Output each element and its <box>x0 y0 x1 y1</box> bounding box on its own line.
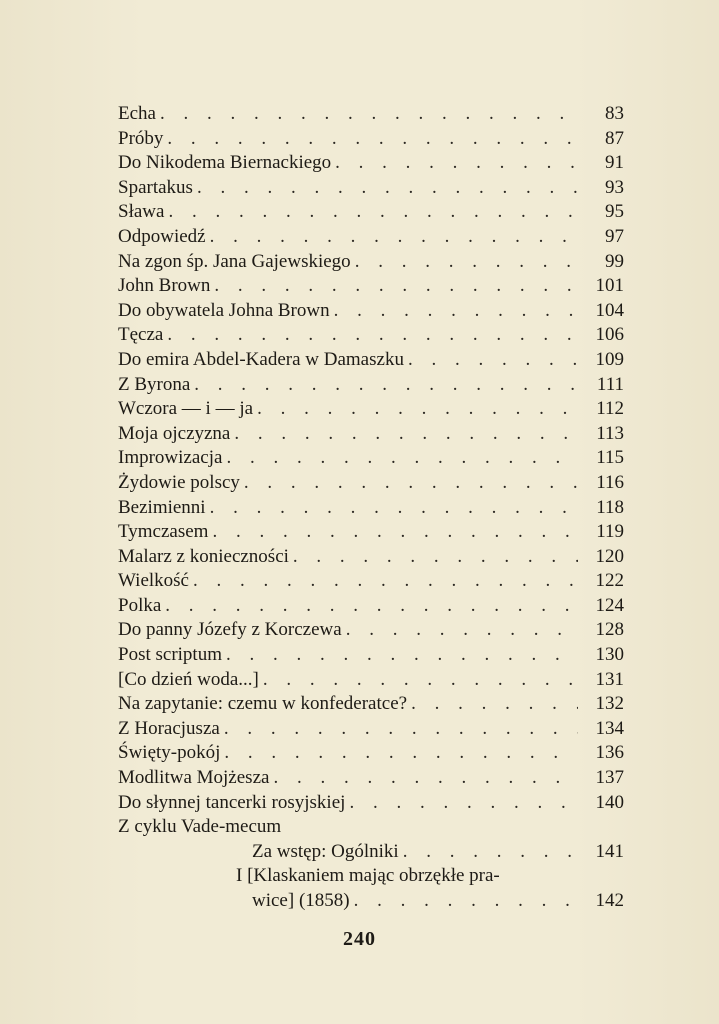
toc-entry-page: 95 <box>605 201 624 223</box>
toc-entry-page: 97 <box>605 225 624 247</box>
dot-leader <box>293 545 578 570</box>
toc-entry-page: 140 <box>595 791 624 813</box>
toc-entry-page: 131 <box>595 668 624 690</box>
toc-entry-page: 101 <box>595 275 624 297</box>
toc-entry <box>118 471 628 496</box>
toc-entry <box>118 668 628 693</box>
toc-entry-page: 113 <box>596 422 624 444</box>
toc-entry-page: 91 <box>605 152 624 174</box>
toc-subentry-page: 142 <box>595 890 624 911</box>
toc-entry-page: 137 <box>595 767 624 789</box>
toc-entry-title: John Brown <box>118 275 211 297</box>
toc-entry-title: Próby <box>118 127 164 149</box>
dot-leader <box>411 692 578 717</box>
toc-entry <box>118 151 628 176</box>
toc-entry <box>118 348 628 373</box>
toc-entry-title: Polka <box>118 594 162 616</box>
dot-leader <box>167 323 578 348</box>
dot-leader <box>403 840 578 865</box>
dot-leader <box>167 127 578 152</box>
toc-entry-page: 124 <box>595 594 624 616</box>
toc-subentry <box>118 864 628 889</box>
dot-leader <box>214 274 578 299</box>
dot-leader <box>244 471 578 496</box>
dot-leader <box>210 496 578 521</box>
toc-entry <box>118 200 628 225</box>
toc-entry-page: 112 <box>596 398 624 420</box>
dot-leader <box>263 668 578 693</box>
toc-entry-title: Tymczasem <box>118 521 209 543</box>
toc-entry-page: 130 <box>595 644 624 666</box>
dot-leader <box>346 618 578 643</box>
toc-entry-title: Echa <box>118 103 156 124</box>
page-number-footer: 240 <box>343 928 376 950</box>
toc-entry-page: 109 <box>595 348 624 370</box>
toc-entry-title: Na zapytanie: czemu w konfederatce? <box>118 693 408 715</box>
toc-entry <box>118 373 628 398</box>
toc-entry <box>118 127 628 152</box>
section-heading: Z cyklu Vade-mecum <box>118 816 282 838</box>
dot-leader <box>334 299 578 324</box>
dot-leader <box>349 791 578 816</box>
toc-entry-page: 83 <box>605 103 624 124</box>
dot-leader <box>335 151 578 176</box>
table-of-contents <box>118 102 628 914</box>
toc-entry-title: Post scriptum <box>118 644 222 666</box>
toc-entry-title: Malarz z konieczności <box>118 545 289 567</box>
toc-entry-page: 120 <box>595 545 624 567</box>
toc-entry-title: Tęcza <box>118 324 164 346</box>
toc-subentry-title: Za wstęp: Ogólniki <box>252 840 399 862</box>
dot-leader <box>354 889 578 914</box>
toc-entry-title: Modlitwa Mojżesza <box>118 767 270 789</box>
toc-entry-page: 106 <box>595 324 624 346</box>
dot-leader <box>226 643 578 668</box>
toc-entry-title: [Co dzień woda...] <box>118 668 259 690</box>
toc-subentry-page: 141 <box>595 840 624 862</box>
toc-entry-page: 104 <box>595 299 624 321</box>
toc-entry <box>118 176 628 201</box>
dot-leader <box>193 569 578 594</box>
toc-entry-title: Spartakus <box>118 176 193 198</box>
toc-entry-page: 134 <box>595 717 624 739</box>
toc-entry-page: 111 <box>596 373 624 395</box>
toc-subentry-continuation-text: wice] (1858) <box>252 890 350 911</box>
toc-entry <box>118 545 628 570</box>
toc-entry-page: 119 <box>596 521 624 543</box>
toc-entry-page: 118 <box>596 496 624 518</box>
toc-entry <box>118 225 628 250</box>
toc-subentry-continuation <box>118 889 628 914</box>
toc-entry <box>118 618 628 643</box>
toc-entry <box>118 446 628 471</box>
toc-entry <box>118 397 628 422</box>
toc-entry-page: 115 <box>596 447 624 469</box>
dot-leader <box>194 373 578 398</box>
toc-entry-title: Bezimienni <box>118 496 206 518</box>
dot-leader <box>212 520 578 545</box>
dot-leader <box>408 348 578 373</box>
toc-entry-page: 87 <box>605 127 624 149</box>
toc-entry-page: 93 <box>605 176 624 198</box>
dot-leader <box>160 102 578 127</box>
toc-entry-title: Żydowie polscy <box>118 471 240 493</box>
dot-leader <box>197 176 578 201</box>
dot-leader <box>168 200 578 225</box>
toc-entry-title: Do Nikodema Biernackiego <box>118 152 332 174</box>
dot-leader <box>224 717 578 742</box>
dot-leader <box>257 397 578 422</box>
toc-entry <box>118 323 628 348</box>
toc-entry-title: Wielkość <box>118 570 189 592</box>
toc-entry <box>118 250 628 275</box>
toc-entry <box>118 766 628 791</box>
toc-entry <box>118 299 628 324</box>
toc-subentry <box>118 840 628 865</box>
toc-entry-title: Z Byrona <box>118 373 191 395</box>
toc-entry-page: 128 <box>595 619 624 641</box>
toc-entry-title: Do obywatela Johna Brown <box>118 299 330 321</box>
toc-entry-page: 116 <box>596 471 624 493</box>
toc-entry-title: Improwizacja <box>118 447 223 469</box>
toc-entry-title: Na zgon śp. Jana Gajewskiego <box>118 250 351 272</box>
toc-entry <box>118 569 628 594</box>
dot-leader <box>165 594 578 619</box>
dot-leader <box>210 225 578 250</box>
toc-entry <box>118 594 628 619</box>
toc-entry <box>118 741 628 766</box>
toc-entry-page: 132 <box>595 693 624 715</box>
toc-entry <box>118 717 628 742</box>
toc-entry-title: Sława <box>118 201 165 223</box>
toc-entry <box>118 520 628 545</box>
dot-leader <box>226 446 578 471</box>
toc-entry-title: Wczora — i — ja <box>118 398 254 420</box>
toc-entry <box>118 692 628 717</box>
toc-entry <box>118 274 628 299</box>
toc-entry <box>118 422 628 447</box>
dot-leader <box>234 422 578 447</box>
toc-entry-page: 99 <box>605 250 624 272</box>
toc-entry <box>118 791 628 816</box>
toc-entry-title: Do emira Abdel-Kadera w Damaszku <box>118 348 404 370</box>
toc-entry <box>118 643 628 668</box>
toc-entry-title: Do słynnej tancerki rosyjskiej <box>118 791 346 813</box>
toc-subentry-title: I [Klaskaniem mając obrzękłe pra- <box>236 865 500 887</box>
toc-entry-page: 122 <box>595 570 624 592</box>
toc-entry-title: Z Horacjusza <box>118 717 220 739</box>
dot-leader <box>273 766 578 791</box>
dot-leader <box>355 250 578 275</box>
section-heading-row <box>118 815 628 840</box>
toc-entry-title: Do panny Józefy z Korczewa <box>118 619 342 641</box>
toc-entries <box>118 102 628 815</box>
toc-entry-page: 136 <box>595 742 624 764</box>
dot-leader <box>224 741 578 766</box>
toc-entry-title: Święty-pokój <box>118 742 221 764</box>
toc-entry <box>118 102 628 127</box>
toc-entry-title: Odpowiedź <box>118 225 206 247</box>
toc-entry-title: Moja ojczyzna <box>118 422 231 444</box>
toc-entry <box>118 496 628 521</box>
